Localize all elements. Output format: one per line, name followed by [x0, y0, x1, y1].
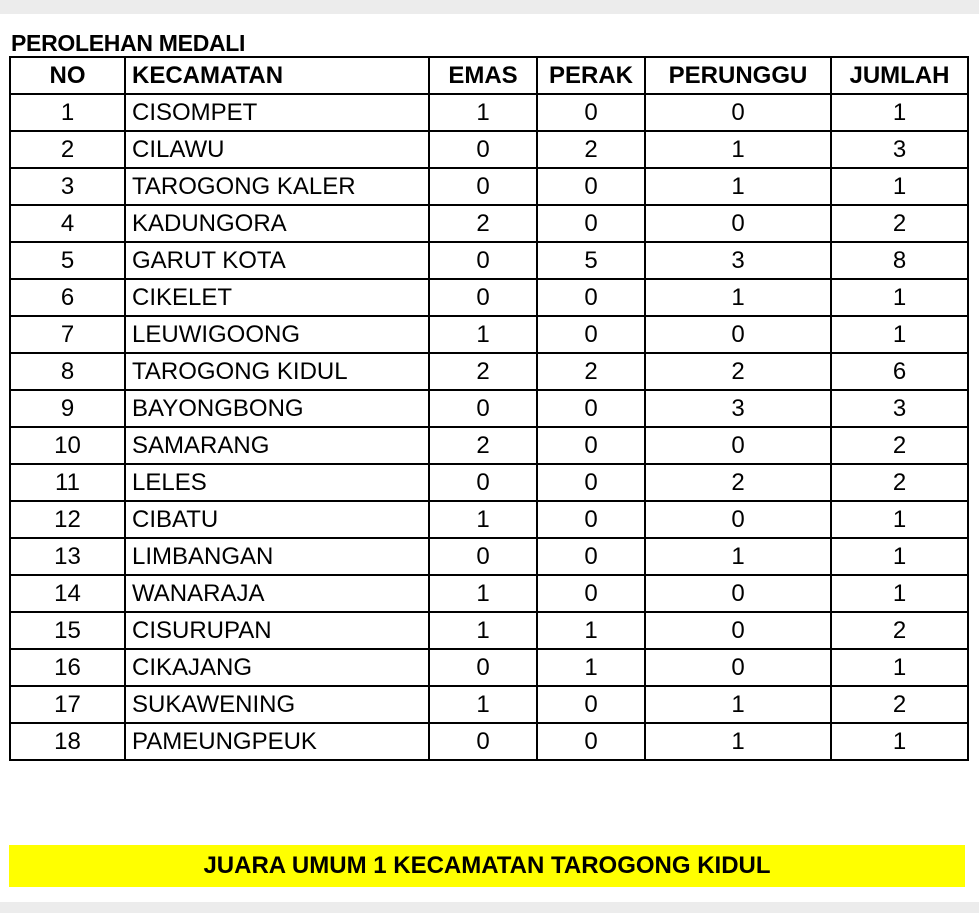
cell-perak: 0	[537, 205, 645, 242]
cell-kecamatan: GARUT KOTA	[125, 242, 429, 279]
header-perak: PERAK	[537, 57, 645, 94]
table-row	[10, 279, 968, 316]
cell-perak: 0	[537, 94, 645, 131]
cell-emas: 2	[429, 205, 537, 242]
cell-emas: 0	[429, 649, 537, 686]
table-row	[10, 612, 968, 649]
cell-perak: 0	[537, 427, 645, 464]
cell-perak: 0	[537, 390, 645, 427]
cell-emas: 2	[429, 427, 537, 464]
cell-kecamatan: BAYONGBONG	[125, 390, 429, 427]
table-row	[10, 316, 968, 353]
medal-table	[9, 56, 969, 761]
table-row	[10, 390, 968, 427]
cell-perak: 5	[537, 242, 645, 279]
cell-emas: 1	[429, 612, 537, 649]
champion-banner: JUARA UMUM 1 KECAMATAN TAROGONG KIDUL	[9, 845, 965, 887]
cell-emas: 0	[429, 464, 537, 501]
cell-emas: 1	[429, 501, 537, 538]
table-row	[10, 242, 968, 279]
cell-kecamatan: LIMBANGAN	[125, 538, 429, 575]
table-row	[10, 131, 968, 168]
cell-perunggu: 0	[645, 501, 831, 538]
cell-kecamatan: KADUNGORA	[125, 205, 429, 242]
header-jumlah: JUMLAH	[831, 57, 968, 94]
cell-perunggu: 0	[645, 649, 831, 686]
cell-no: 17	[10, 686, 125, 723]
cell-emas: 0	[429, 279, 537, 316]
cell-no: 10	[10, 427, 125, 464]
cell-jumlah: 8	[831, 242, 968, 279]
table-row	[10, 575, 968, 612]
cell-no: 8	[10, 353, 125, 390]
cell-jumlah: 2	[831, 686, 968, 723]
cell-kecamatan: CIKELET	[125, 279, 429, 316]
cell-kecamatan: SAMARANG	[125, 427, 429, 464]
cell-perak: 0	[537, 575, 645, 612]
table-row	[10, 649, 968, 686]
cell-jumlah: 3	[831, 131, 968, 168]
cell-emas: 1	[429, 686, 537, 723]
cell-jumlah: 1	[831, 316, 968, 353]
cell-no: 7	[10, 316, 125, 353]
cell-perunggu: 0	[645, 205, 831, 242]
cell-jumlah: 2	[831, 612, 968, 649]
cell-perunggu: 3	[645, 242, 831, 279]
header-no: NO	[10, 57, 125, 94]
cell-perak: 0	[537, 316, 645, 353]
cell-no: 18	[10, 723, 125, 760]
cell-jumlah: 1	[831, 168, 968, 205]
cell-perunggu: 0	[645, 612, 831, 649]
cell-no: 15	[10, 612, 125, 649]
cell-kecamatan: WANARAJA	[125, 575, 429, 612]
cell-perunggu: 2	[645, 353, 831, 390]
cell-perak: 0	[537, 723, 645, 760]
cell-perak: 1	[537, 649, 645, 686]
cell-no: 14	[10, 575, 125, 612]
table-row	[10, 205, 968, 242]
cell-kecamatan: LELES	[125, 464, 429, 501]
cell-kecamatan: CIBATU	[125, 501, 429, 538]
cell-perunggu: 1	[645, 131, 831, 168]
cell-perak: 1	[537, 612, 645, 649]
table-row	[10, 686, 968, 723]
cell-kecamatan: CISURUPAN	[125, 612, 429, 649]
cell-jumlah: 1	[831, 538, 968, 575]
cell-perak: 0	[537, 168, 645, 205]
cell-jumlah: 6	[831, 353, 968, 390]
cell-kecamatan: CIKAJANG	[125, 649, 429, 686]
cell-jumlah: 3	[831, 390, 968, 427]
cell-perak: 0	[537, 686, 645, 723]
cell-emas: 0	[429, 390, 537, 427]
cell-emas: 0	[429, 242, 537, 279]
cell-emas: 0	[429, 168, 537, 205]
cell-no: 6	[10, 279, 125, 316]
cell-no: 2	[10, 131, 125, 168]
cell-no: 11	[10, 464, 125, 501]
cell-no: 13	[10, 538, 125, 575]
cell-perak: 0	[537, 279, 645, 316]
cell-perunggu: 1	[645, 686, 831, 723]
cell-perunggu: 1	[645, 723, 831, 760]
cell-perak: 2	[537, 131, 645, 168]
cell-no: 1	[10, 94, 125, 131]
cell-no: 3	[10, 168, 125, 205]
cell-emas: 1	[429, 575, 537, 612]
cell-perunggu: 0	[645, 94, 831, 131]
page-title: PEROLEHAN MEDALI	[11, 30, 246, 56]
cell-perunggu: 1	[645, 168, 831, 205]
cell-jumlah: 1	[831, 723, 968, 760]
cell-perunggu: 0	[645, 575, 831, 612]
cell-kecamatan: CILAWU	[125, 131, 429, 168]
cell-jumlah: 1	[831, 94, 968, 131]
cell-perunggu: 2	[645, 464, 831, 501]
cell-emas: 1	[429, 94, 537, 131]
table-row	[10, 538, 968, 575]
cell-perak: 0	[537, 538, 645, 575]
cell-jumlah: 1	[831, 501, 968, 538]
cell-kecamatan: TAROGONG KALER	[125, 168, 429, 205]
cell-perak: 0	[537, 464, 645, 501]
cell-jumlah: 1	[831, 649, 968, 686]
table-row	[10, 168, 968, 205]
table-row	[10, 723, 968, 760]
cell-jumlah: 1	[831, 279, 968, 316]
cell-jumlah: 2	[831, 427, 968, 464]
cell-emas: 0	[429, 723, 537, 760]
table-row	[10, 501, 968, 538]
table-body	[10, 94, 968, 760]
cell-perunggu: 0	[645, 427, 831, 464]
cell-perak: 0	[537, 501, 645, 538]
cell-perunggu: 1	[645, 538, 831, 575]
cell-perak: 2	[537, 353, 645, 390]
cell-kecamatan: SUKAWENING	[125, 686, 429, 723]
cell-perunggu: 3	[645, 390, 831, 427]
table-row	[10, 427, 968, 464]
cell-no: 12	[10, 501, 125, 538]
header-kecamatan: KECAMATAN	[125, 57, 429, 94]
cell-kecamatan: PAMEUNGPEUK	[125, 723, 429, 760]
cell-kecamatan: CISOMPET	[125, 94, 429, 131]
document-sheet	[0, 14, 979, 902]
header-perunggu: PERUNGGU	[645, 57, 831, 94]
cell-perunggu: 0	[645, 316, 831, 353]
table-row	[10, 353, 968, 390]
cell-no: 4	[10, 205, 125, 242]
cell-emas: 0	[429, 538, 537, 575]
cell-no: 9	[10, 390, 125, 427]
header-emas: EMAS	[429, 57, 537, 94]
cell-kecamatan: TAROGONG KIDUL	[125, 353, 429, 390]
cell-jumlah: 2	[831, 464, 968, 501]
table-row	[10, 94, 968, 131]
table-row	[10, 464, 968, 501]
cell-no: 16	[10, 649, 125, 686]
cell-no: 5	[10, 242, 125, 279]
cell-emas: 0	[429, 131, 537, 168]
cell-jumlah: 2	[831, 205, 968, 242]
cell-kecamatan: LEUWIGOONG	[125, 316, 429, 353]
cell-emas: 1	[429, 316, 537, 353]
cell-jumlah: 1	[831, 575, 968, 612]
header-row	[10, 57, 968, 94]
cell-perunggu: 1	[645, 279, 831, 316]
cell-emas: 2	[429, 353, 537, 390]
